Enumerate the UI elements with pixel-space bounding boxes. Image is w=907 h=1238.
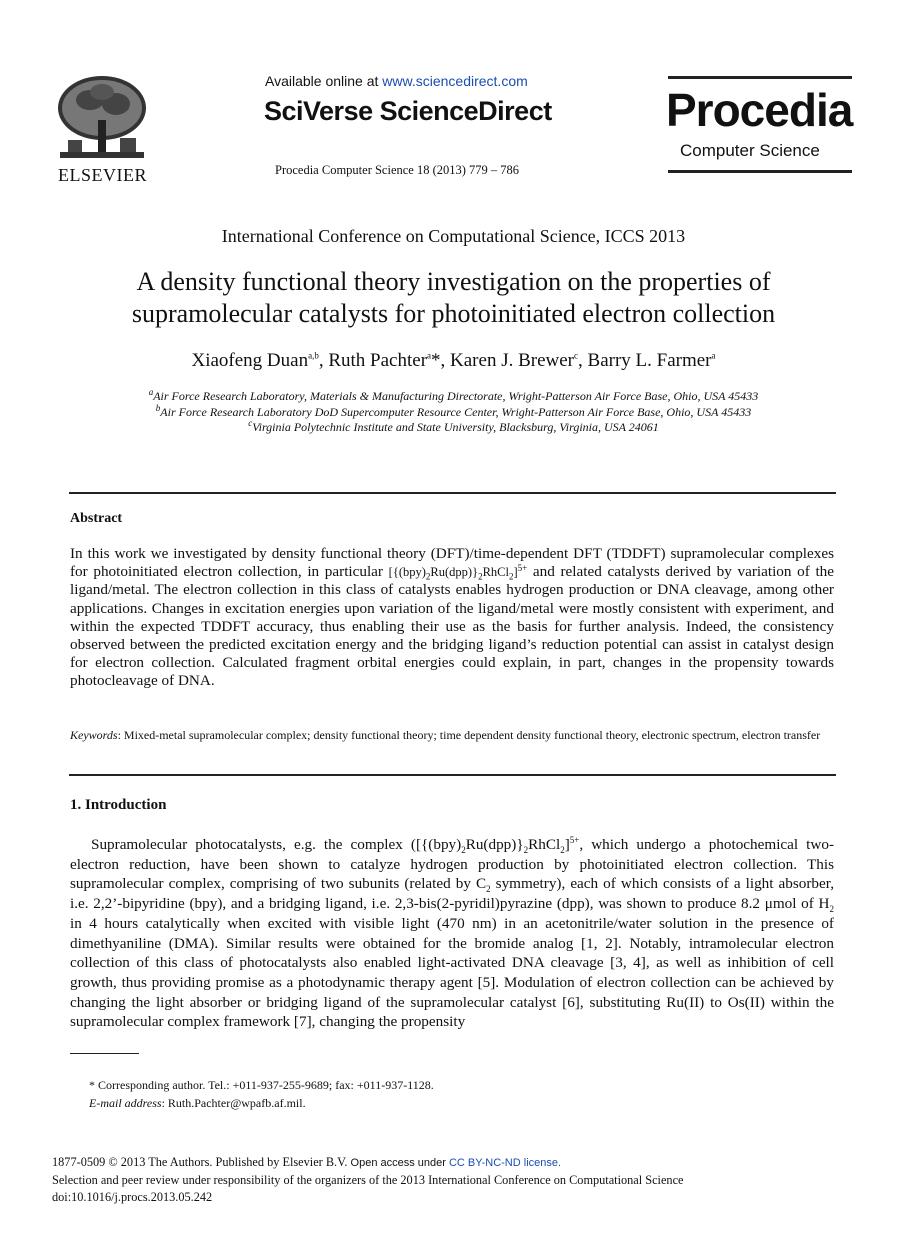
email-note: E-mail address: Ruth.Pachter@wpafb.af.mil. — [89, 1096, 306, 1110]
platform-logo: SciVerse ScienceDirect — [264, 96, 552, 126]
affiliation: $^c$Virginia Polytechnic Institute and State University, Blacksburg, Virginia, USA 24061 — [248, 418, 659, 434]
journal-logo-rule-bottom — [668, 170, 852, 173]
introduction-paragraph: Supramolecular photocatalysts, e.g. the complex ($[\{(bpy)_2Ru(dpp)\}_2RhCl_2]^{5+}$, which undergo a photochemical two-electron reduction, have been shown to catalyze hydrogen production by photoinitiated electron collection. This supramolecular complex, comprising of two subunits (related by $C_2$ symmetry), each of which consists of a light absorber, i.e. 2,2’-bipyridine (bpy), and a bridging ligand, i.e. 2,3-bis(2-pyridil)pyrazine (dpp), was shown to produce 8.2 μmol of $H_2$ in 4 hours catalytically when excited with visible light (470 nm) in an acetonitrile/water solution in the presence of dimethyaniline (DMA). Similar results were obtained for the bromide analog [1, 2]. Notably, intramolecular electron collection of this class of photocatalysts also enabled light-activated DNA cleavage [3, 4], as well as inhibition of cell growth, thus providing promise as a photodynamic therapy agent [5]. Modulation of electron collection can be achieved by changing the light absorber or bridging ligand of the supramolecular catalyst [6], substituting Ru(II) to Os(II) within the supramolecular complex framework [7], changing the propensity — [70, 834, 835, 1031]
journal-logo-rule-top — [668, 76, 852, 79]
journal-citation: Procedia Computer Science 18 (2013) 779 – 786 — [275, 163, 520, 177]
paper-title-line-2: supramolecular catalysts for photoinitiated electron collection — [131, 299, 776, 328]
corresponding-author-note: * Corresponding author. Tel.: +011-937-255-9689; fax: +011-937-1128. — [89, 1078, 434, 1092]
conference-name: International Conference on Computational Science, ICCS 2013 — [221, 226, 686, 246]
footer — [52, 1154, 684, 1206]
doi-line: doi:10.1016/j.procs.2013.05.242 — [52, 1190, 213, 1204]
complex-formula: $[\{(bpy)_2Ru(dpp)\}_2RhCl_2]^{5+}$ — [388, 563, 528, 582]
author: Ruth Pachter$^a$*, — [328, 350, 451, 371]
sciencedirect-link[interactable]: www.sciencedirect.com — [382, 73, 528, 89]
copyright-line: 1877-0509 © 2013 The Authors. Published by Elsevier B.V. Open access under CC BY-NC-ND license. — [52, 1155, 562, 1169]
abstract-heading: Abstract — [70, 511, 123, 526]
journal-logo-sub: Computer Science — [680, 141, 820, 160]
paper-title-line-1: A density functional theory investigation on the properties of — [136, 267, 771, 296]
keywords: Keywords: Mixed-metal supramolecular complex; density functional theory; time dependent density functional theory, electronic spectrum, electron transfer — [70, 728, 821, 742]
affiliation: $^a$Air Force Research Laboratory, Materials & Manufacturing Directorate, Wright-Patterson Air Force Base, Ohio, USA 45433 — [148, 387, 759, 403]
abstract-text: In this work we investigated by density functional theory (DFT)/time-dependent DFT (TDDFT) supramolecular complexes for photoinitiated electron collection, in particular $[\{(bpy)_2Ru(dpp)\}_2RhCl_2]^{5+}$ and related catalysts derived by variation of the ligand/metal. The electron collection in this class of catalysts enables hydrogen production or DNA cleavage, among other applications. Changes in excitation energies upon variation of the ligand/metal were mostly consistent with experiment, and within the expected TDDFT accuracy, thus enabling their use as the basis for further analysis. Indeed, the consistency observed between the predicted excitation energy and the bridging ligand’s reduction potential can assist in catalyst design for electron collection. Calculated fragment orbital energies could explain, in part, changes in the propensity towards photocleavage of DNA. — [70, 545, 835, 690]
affiliation: $^b$Air Force Research Laboratory DoD Supercomputer Resource Center, Wright-Patterson Air Force Base, Ohio, USA 45433 — [155, 402, 752, 419]
paper-title — [0, 266, 907, 330]
journal-logo-main: Procedia — [666, 84, 853, 136]
author: Karen J. Brewer$^c$, — [450, 350, 588, 371]
license-link[interactable]: CC BY-NC-ND license. — [448, 1157, 562, 1169]
elsevier-tree-icon — [50, 70, 155, 162]
elsevier-logo — [50, 70, 155, 185]
author: Barry L. Farmer$^a$ — [587, 350, 716, 371]
footnote-separator — [70, 1053, 139, 1054]
author-list — [0, 350, 907, 372]
divider — [69, 774, 836, 776]
section-heading-introduction: 1. Introduction — [70, 797, 167, 813]
available-online: Available online at www.sciencedirect.com — [265, 73, 528, 89]
divider — [69, 492, 836, 494]
author: Xiaofeng Duan$^{a,b}$, — [191, 350, 329, 371]
elsevier-wordmark: ELSEVIER — [58, 165, 147, 185]
peer-review-line: Selection and peer review under responsibility of the organizers of the 2013 International Conference on Computational Science — [52, 1173, 684, 1187]
affiliations — [0, 389, 907, 436]
